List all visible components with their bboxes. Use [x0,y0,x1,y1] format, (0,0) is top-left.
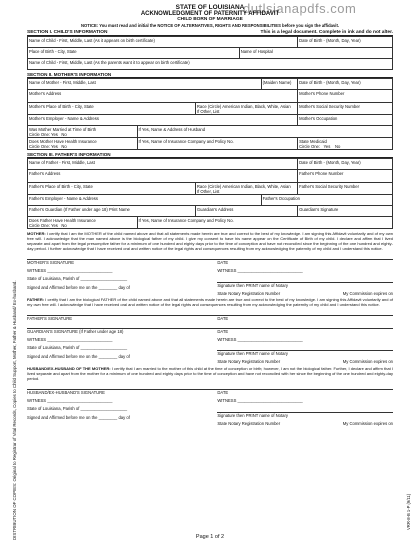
form-page [27,2,393,542]
distribution-note: DISTRIBUTION OF COPIES: Original to Registrar of Vital Records, Copies to Child Support, Mother, Father & Husband/ Ex-husband. [12,280,17,540]
guardian-name-field[interactable]: Father's Guardian (If Father under age 18) Print Name [28,206,196,217]
mother-occupation-field[interactable]: Mother's Occupation [298,115,393,126]
father-phone-field[interactable]: Father's Phone Number [298,170,393,183]
form-subtitle: CHILD BORN OF MARRIAGE [177,17,243,22]
medicaid-field[interactable]: State Medicaid Circle One: Yes No [298,138,393,150]
child-dob-field[interactable]: Date of Birth - (Month, Day, Year) [298,37,393,48]
mother-phone-field[interactable]: Mother's Phone Number [298,90,393,103]
form-id: VRR-8-B 1-P (9/11) [406,493,411,530]
mother-pob-field[interactable]: Mother's Place of Birth - City, State [28,103,196,115]
husband-signature-block: HUSBAND/EX-HUSBAND'S SIGNATURE WITNESS ____________________________ State of Louisiana, Parish of ____________________ Signed and Affirmed before me on the ________ day of DATE WITNESS ____________________________ Signature then PRINT name of Notary State Notary Registration Number My Commission expires on [27,384,393,426]
child-info-table [27,36,393,70]
mother-info-table [27,78,393,150]
father-name-field[interactable]: Name of Father - First, Middle, Last [28,159,298,170]
mother-maiden-field[interactable]: (Maiden Name) [261,79,298,90]
mother-dob-field[interactable]: Date of Birth - (Month, Day, Year) [298,79,393,90]
father-company-field[interactable]: If Yes, Name of Insurance Company and Policy No. [137,217,393,229]
husband-statement: HUSBAND/EX-HUSBAND OF THE MOTHER: I certify that I am married to the mother of this child at the time of conception or birth; however, I am not the biological father. Further, I declare and affirm that I lived separate and apart from the mother for a minimum of one hundred and eighty days prior to the time of conception and have not reconciled with her since the beginning of the one hundred and eighty-day period. [27,365,394,381]
mother-employer-field[interactable]: Mother's Employer - Name & Address [28,115,298,126]
legal-note: This is a legal document. Complete in ink and do not alter. [260,30,393,35]
mother-signature-block: MOTHER'S SIGNATURE WITNESS ____________________________ State of Louisiana, Parish of ____________________ Signed and Affirmed before me on the ________ day of DATE WITNESS ____________________________ Signature then PRINT name of Notary State Notary Registration Number My Commission expires on [27,254,393,296]
watermark: dutlsianapdfs.com [243,1,357,16]
section-title: SECTION I. CHILD'S INFORMATION [27,30,108,35]
father-info-table [27,158,393,229]
page-number: Page 1 of 2 [195,534,225,540]
mother-insurance-field[interactable]: Does Mother Have Health Insurance Circle One: Yes No [28,138,138,150]
mother-company-field[interactable]: If Yes, Name of Insurance Company and Policy No. [137,138,298,150]
child-name-field[interactable]: Name of Child - First, Middle, Last (As it appears on birth certificate) [28,37,298,48]
father-ssn-field[interactable]: Father's Social Security Number [298,183,393,195]
mother-ssn-field[interactable]: Mother's Social Security Number [298,103,393,115]
guardian-signature-field[interactable]: Guardian's Signature [298,206,393,217]
father-insurance-field[interactable]: Does Father Have Health Insurance Circle One: Yes No [28,217,138,229]
father-occupation-field[interactable]: Father's Occupation [261,195,392,206]
section-mother-header: SECTION II. MOTHER'S INFORMATION [27,72,393,78]
child-pob-field[interactable]: Place of Birth - City, State [28,48,240,59]
father-address-field[interactable]: Father's Address [28,170,298,183]
father-pob-field[interactable]: Father's Place of Birth - City, State [28,183,196,195]
mother-race-field[interactable]: Race (Circle) American Indian, Black, White, Asian If Other, List [195,103,297,115]
father-race-field[interactable]: Race (Circle) American Indian, Black, White, Asian If Other, List [195,183,297,195]
notice-text: NOTICE: You must read and initial the NOTICE OF ALTERNATIVES, RIGHTS AND RESPONSIBILITIES before you sign the affidavit. [80,23,340,28]
husband-field[interactable]: If Yes, Name & Address of Husband [137,126,393,138]
child-name2-field[interactable]: Name of Child - First, Middle, Last (As the parents want it to appear on birth certificate) [28,59,393,70]
mother-address-field[interactable]: Mother's Address [28,90,298,103]
guardian-address-field[interactable]: Guardian's Address [195,206,297,217]
state-heading: STATE OF LOUISIANA [175,4,245,11]
mother-name-field[interactable]: Name of Mother - First, Middle, Last [28,79,262,90]
mother-statement: MOTHER: I certify that I am the MOTHER of the child named above and that all statements made herein are true and correct to the best of my knowledge. I am signing this Affidavit voluntarily and of my own free will. I acknowledge that the man named above is the biological father of my child. I give my consent to have his name appear on the Certificate of Birth of my child. I declare and affirm that I lived separate and apart from the legal presumptive father for a minimum of one hundred and eighty days prior to the time of conception and have not reconciled since the beginning of the one hundred and eighty-day period. I further acknowledge that I have received oral and written notice of the legal rights and consequences resulting from my acknowledging the paternity of my child and I understand this notice. [27,230,393,251]
father-dob-field[interactable]: Date of Birth - (Month, Day, Year) [298,159,393,170]
mother-married-field[interactable]: Was Mother Married at Time of Birth Circle One: Yes No [28,126,138,138]
father-employer-field[interactable]: Father's Employer - Name & Address [28,195,262,206]
father-statement: FATHER: I certify that I am the biological FATHER of the child named above and that all statements made herein are true and correct to the best of my knowledge. I am signing this Affidavit voluntarily and of my own free will. I acknowledge that I have received oral and written notice of the legal rights and consequences resulting from my acknowledging the paternity of my child and I understand this notice. [27,297,393,307]
father-signature-block: FATHER'S SIGNATURE GUARDIAN'S SIGNATURE (If Father under age 18) WITNESS ____________________________ State of Louisiana, Parish of ____________________ Signed and Affirmed before me on the ________ day of DATE DATE WITNESS ____________________________ Signature then PRINT name of Notary State Notary Registration Number My Commission expires on [27,310,393,364]
section-father-header: SECTION III. FATHER'S INFORMATION [27,152,393,158]
hospital-field[interactable]: Name of Hospital [239,48,392,59]
form-title: ACKNOWLEDGMENT OF PATERNITY AFFIDAVIT [140,11,280,17]
